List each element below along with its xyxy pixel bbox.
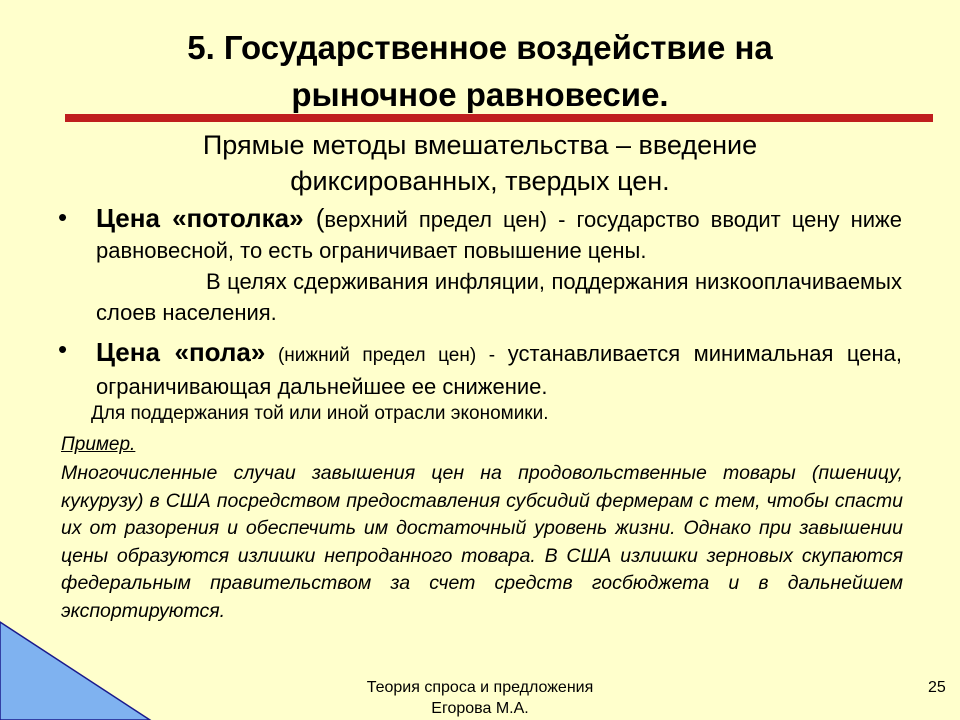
example-text: Многочисленные случаи завышения цен на продовольственные товары (пшеницу, кукурузу) в США посредством предоставления субсидий фермерам с тем, чтобы спасти их от разорения и обеспечить им достаточный уровень жизни. Однако при завышении цены образуются излишки непроданного товара. В США излишки зерновых скупаются федеральным правительством за счет средств госбюджета и в дальнейшем экспортируются.: [61, 462, 903, 622]
term-ceiling-price: Цена «потолка»: [96, 203, 304, 233]
bullet-marker: •: [58, 202, 68, 232]
bullet-floor-price: [96, 337, 902, 402]
ceiling-definition: верхний предел цен) - государство вводит цену ниже равновесной, то есть ограничивает повышение цены.: [96, 207, 902, 263]
bullet-marker: •: [58, 334, 68, 364]
page-number: 25: [928, 679, 946, 696]
footer-course-title: Теория спроса и предложения: [366, 679, 594, 696]
floor-price-goal: Для поддержания той или иной отрасли экономики.: [91, 403, 549, 424]
floor-definition: устанавливается минимальная цена, ограничивающая дальнейшее ее снижение.: [96, 341, 902, 399]
term-floor-price: Цена «пола»: [96, 337, 266, 367]
corner-triangle: [0, 622, 150, 720]
paren-open: (: [303, 203, 325, 233]
bullet-ceiling-price: [96, 203, 902, 266]
ceiling-price-goal: В целях сдерживания инфляции, поддержания низкооплачиваемых слоев населения.: [96, 269, 902, 325]
slide-subtitle: Прямые методы вмешательства – введение фиксированных, твердых цен.: [202, 130, 758, 196]
slide-title: 5. Государственное воздействие на рыночное равновесие.: [187, 29, 773, 113]
floor-paren-text: (нижний предел цен) -: [265, 345, 508, 366]
example-label: Пример.: [61, 434, 136, 455]
title-underline-bar: [65, 114, 933, 122]
footer-author: Егорова М.А.: [431, 700, 529, 717]
